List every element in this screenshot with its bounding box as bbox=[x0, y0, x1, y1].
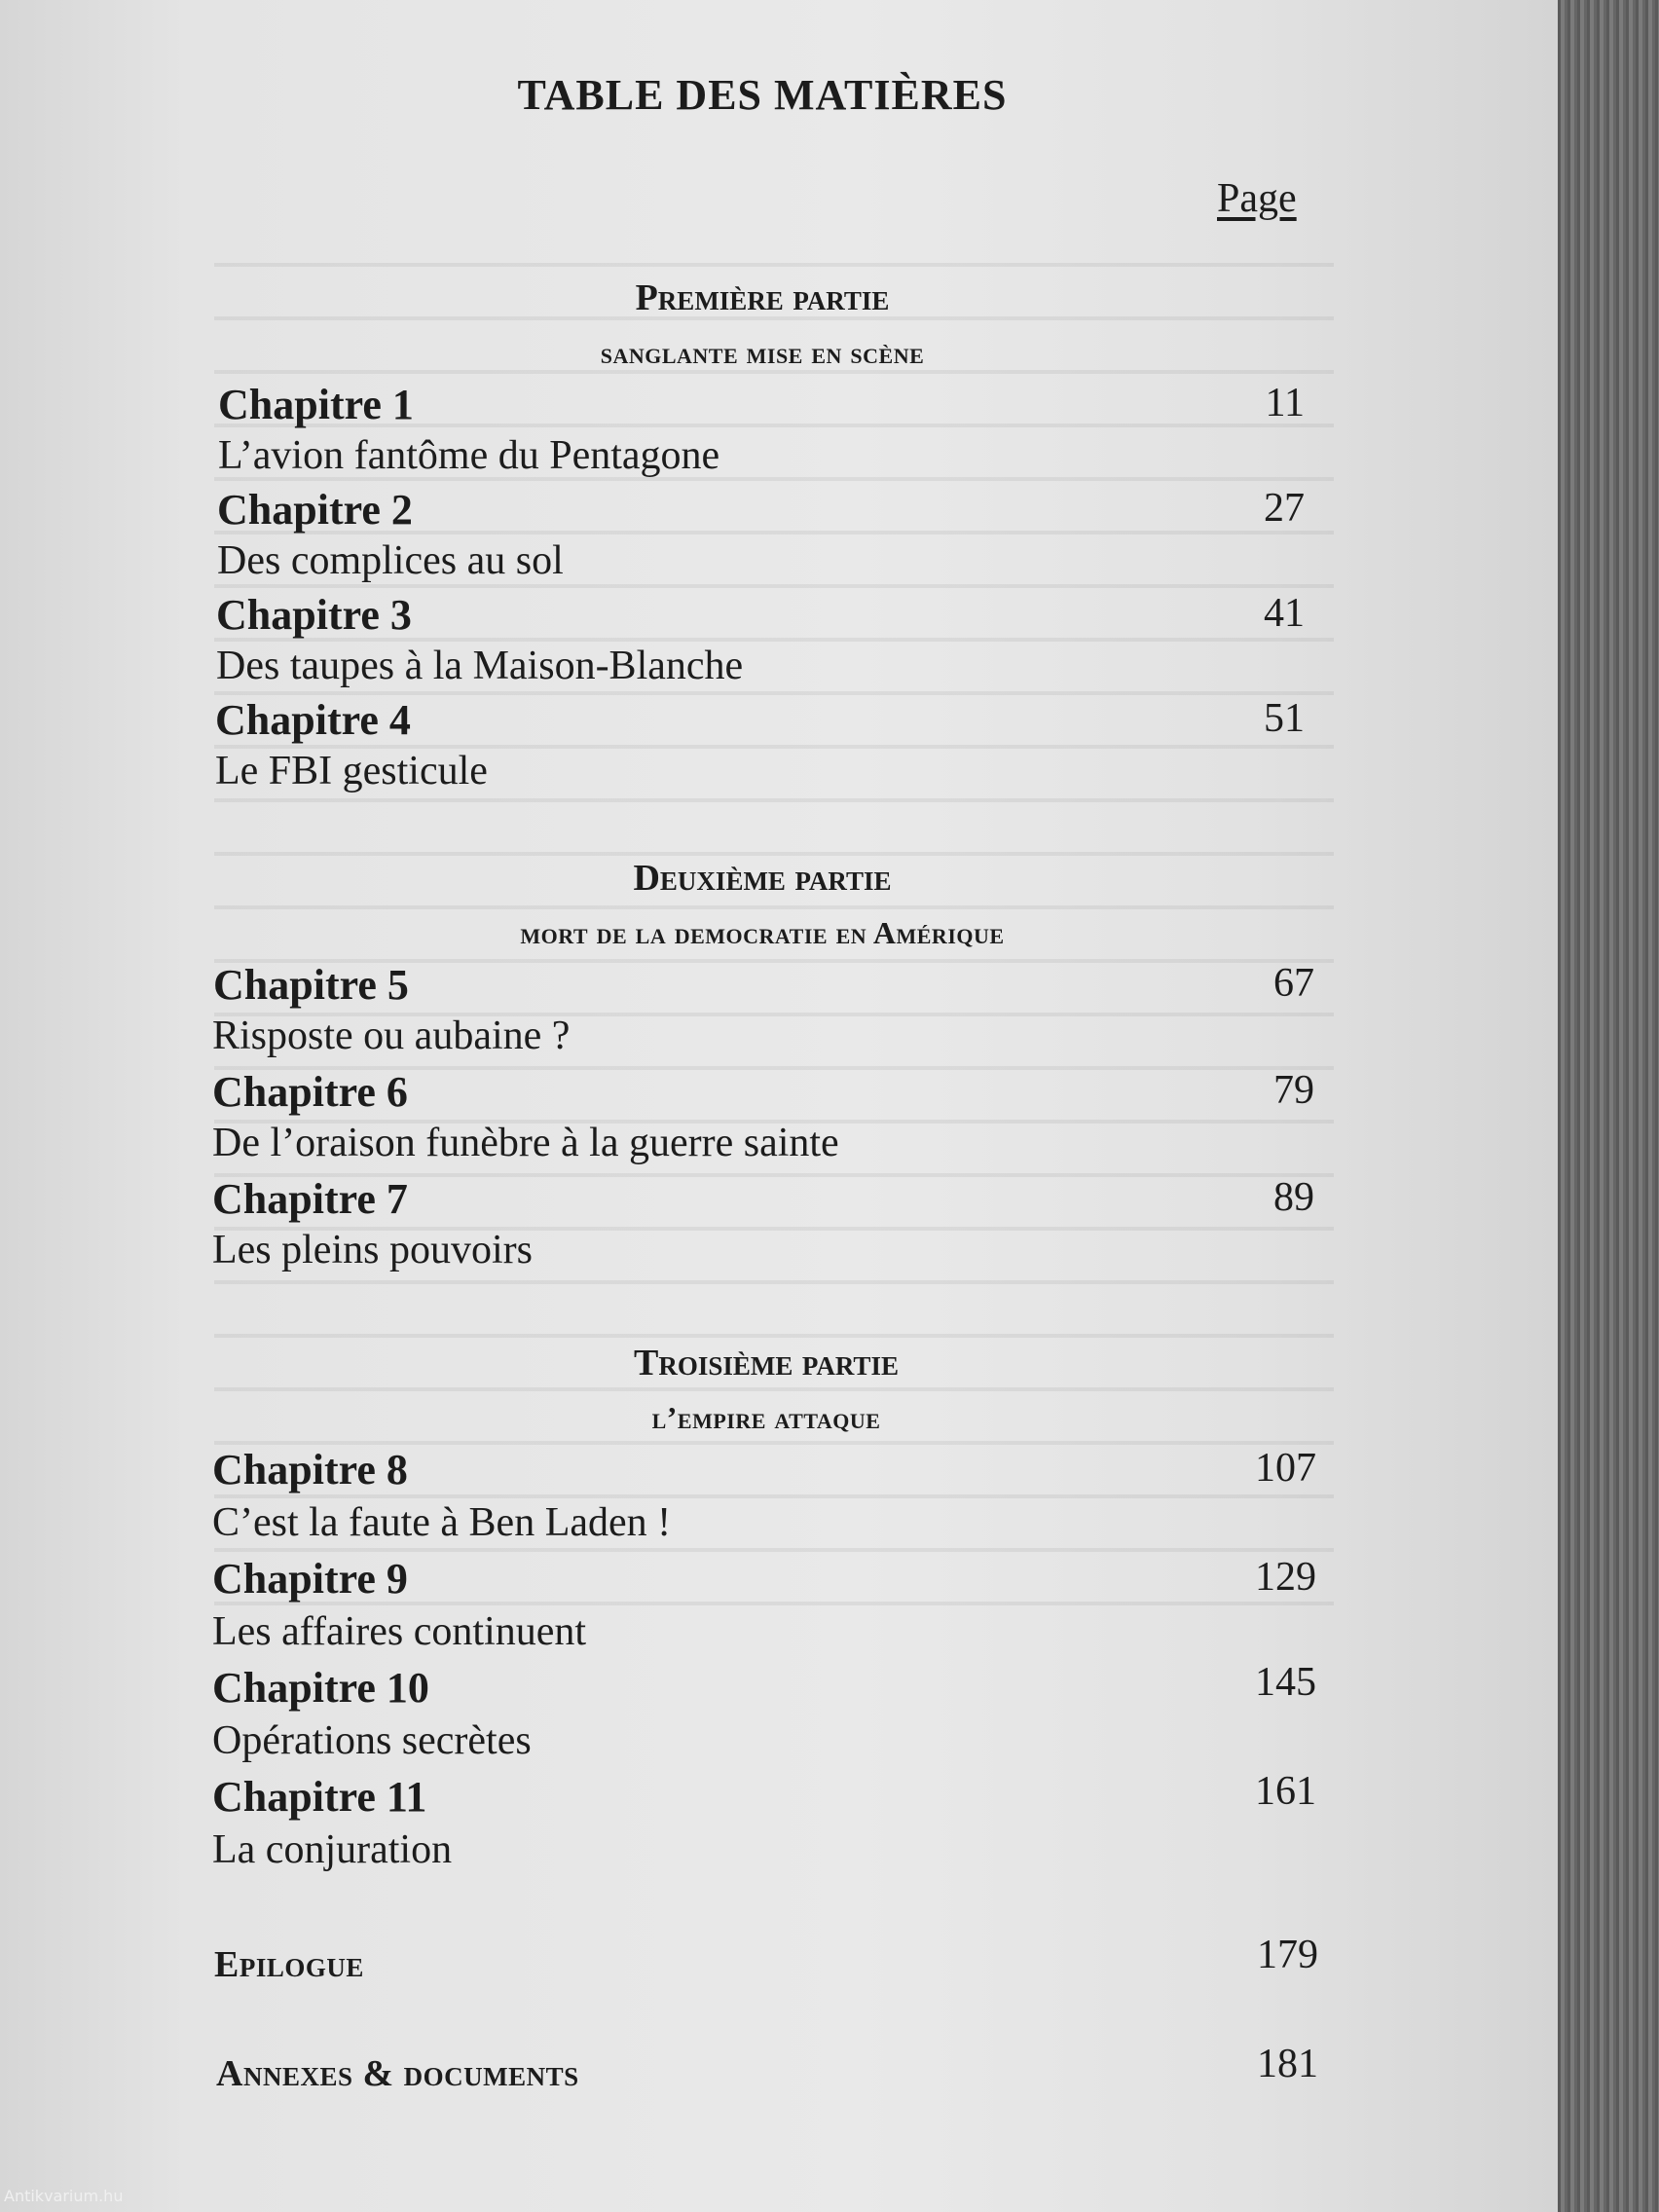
chapter-label: Chapitre 5 bbox=[213, 961, 409, 1009]
chapter-label: Chapitre 8 bbox=[212, 1446, 408, 1493]
epilogue-page-number: 179 bbox=[1257, 1933, 1318, 1977]
chapter-label: Chapitre 3 bbox=[216, 591, 412, 639]
chapter-label: Chapitre 1 bbox=[218, 381, 414, 428]
part-subtitle: l’empire attaque bbox=[651, 1400, 881, 1435]
chapter-title: La conjuration bbox=[212, 1827, 453, 1872]
watermark-text: Antikvarium.hu bbox=[4, 2187, 124, 2205]
annexes-page-number: 181 bbox=[1257, 2042, 1318, 2086]
chapter-title: L’avion fantôme du Pentagone bbox=[218, 433, 720, 478]
chapter-label: Chapitre 9 bbox=[212, 1555, 408, 1603]
chapter-page-number: 41 bbox=[1264, 591, 1305, 636]
chapter-label: Chapitre 10 bbox=[212, 1664, 429, 1712]
chapter-page-number: 129 bbox=[1255, 1555, 1316, 1600]
chapter-page-number: 161 bbox=[1255, 1769, 1316, 1814]
part-title: Deuxième partie bbox=[633, 858, 892, 899]
page-edge-shadow bbox=[1558, 0, 1659, 2212]
chapter-page-number: 11 bbox=[1265, 381, 1305, 425]
chapter-label: Chapitre 2 bbox=[217, 486, 413, 534]
chapter-label: Chapitre 7 bbox=[212, 1175, 408, 1223]
page-title: TABLE DES MATIÈRES bbox=[517, 71, 1008, 119]
chapter-title: Des complices au sol bbox=[217, 538, 564, 583]
chapter-title: Des taupes à la Maison-Blanche bbox=[216, 644, 744, 688]
chapter-title: De l’oraison funèbre à la guerre sainte bbox=[212, 1121, 839, 1165]
chapter-page-number: 145 bbox=[1255, 1660, 1316, 1705]
page-column-label: Page bbox=[1217, 176, 1297, 221]
part-title: Première partie bbox=[635, 277, 890, 318]
part-subtitle: mort de la democratie en Amérique bbox=[520, 915, 1005, 950]
chapter-page-number: 79 bbox=[1273, 1068, 1314, 1113]
chapter-title: Opérations secrètes bbox=[212, 1718, 532, 1763]
chapter-page-number: 107 bbox=[1255, 1446, 1316, 1491]
chapter-label: Chapitre 11 bbox=[212, 1773, 427, 1821]
chapter-page-number: 27 bbox=[1264, 486, 1305, 531]
chapter-page-number: 89 bbox=[1273, 1175, 1314, 1220]
annexes-label: Annexes & documents bbox=[216, 2053, 579, 2094]
chapter-title: Risposte ou aubaine ? bbox=[212, 1014, 571, 1058]
chapter-title: Les affaires continuent bbox=[212, 1609, 587, 1654]
chapter-page-number: 67 bbox=[1273, 961, 1314, 1006]
part-title: Troisième partie bbox=[634, 1343, 899, 1383]
chapter-title: Les pleins pouvoirs bbox=[212, 1228, 533, 1272]
chapter-label: Chapitre 4 bbox=[215, 696, 411, 744]
chapter-page-number: 51 bbox=[1264, 696, 1305, 741]
part-subtitle: sanglante mise en scène bbox=[600, 335, 925, 370]
chapter-title: Le FBI gesticule bbox=[215, 749, 488, 793]
epilogue-label: Epilogue bbox=[214, 1944, 364, 1985]
chapter-title: C’est la faute à Ben Laden ! bbox=[212, 1500, 672, 1545]
chapter-label: Chapitre 6 bbox=[212, 1068, 408, 1116]
